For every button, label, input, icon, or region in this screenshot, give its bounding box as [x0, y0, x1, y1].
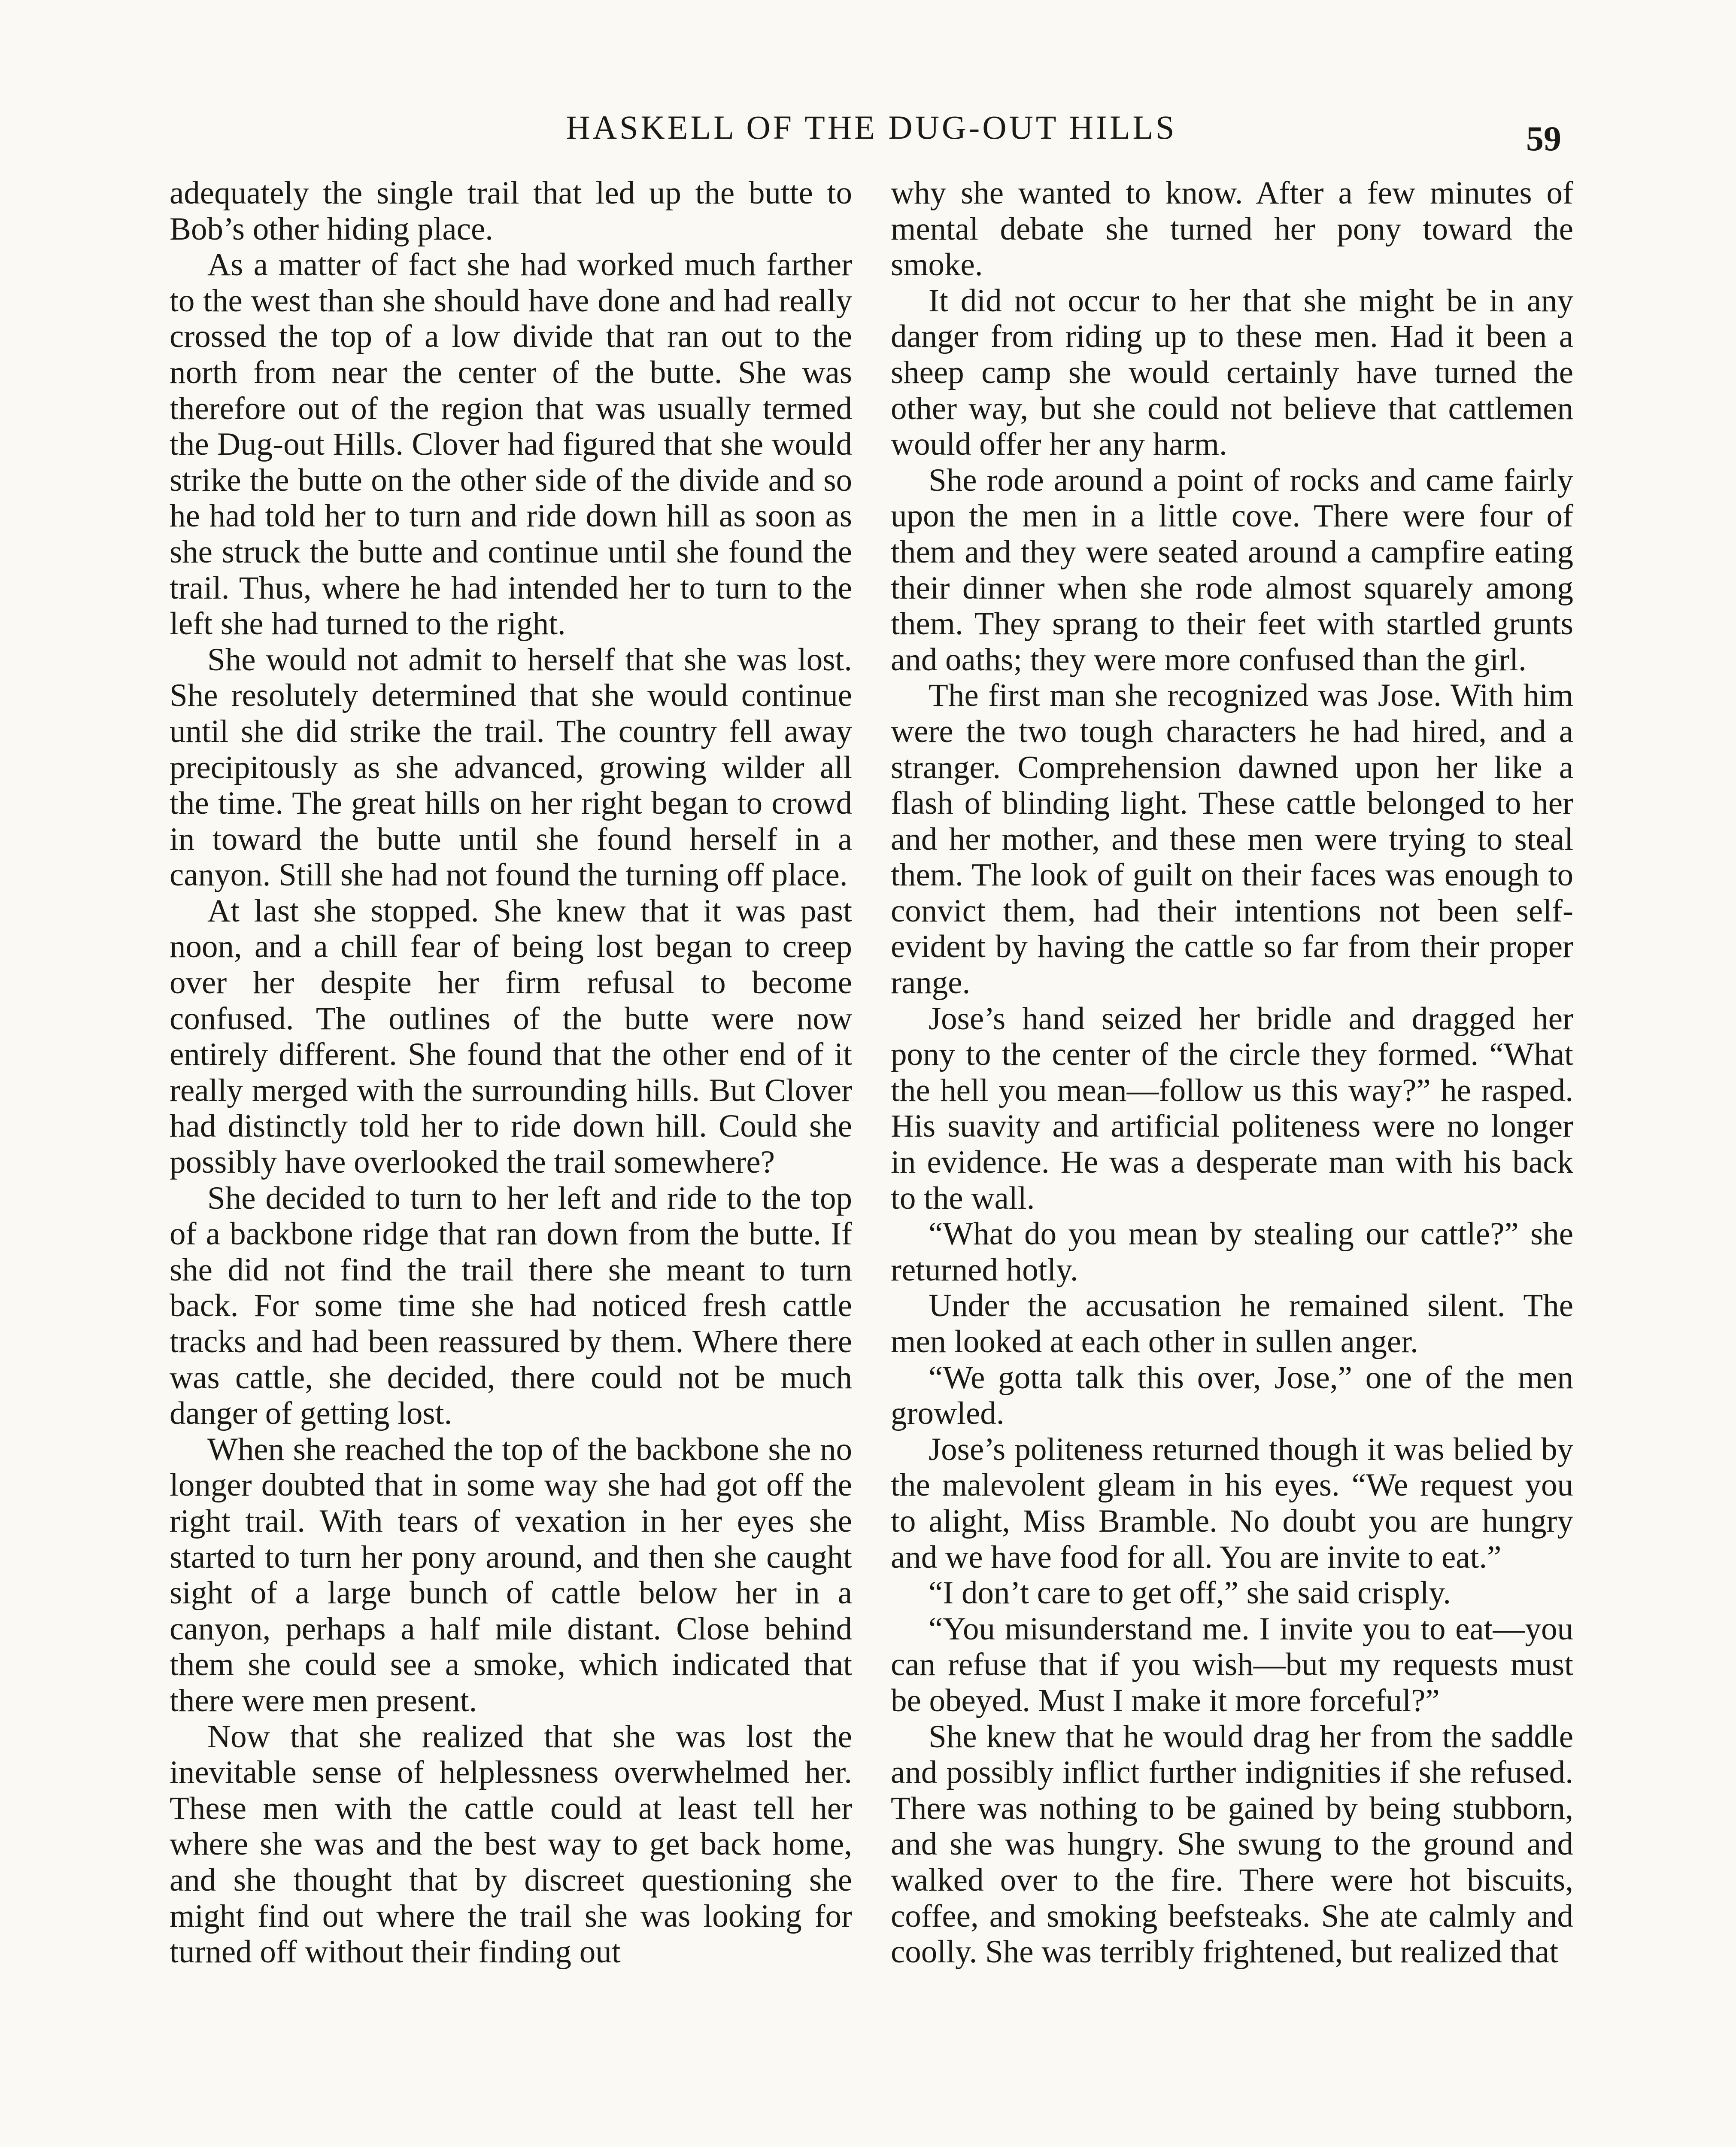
paragraph: “I don’t care to get off,” she said crisply.: [929, 1575, 1451, 1611]
paragraph: At last she stopped. She knew that it was past noon, and a chill fear of being lost began to creep over her despite her firm refusal to become confused. The outlines of the butte were now entirely different. She found that the other end of it really merged with the surrounding hills. But Clover had distinctly told her to ride down hill. Could she possibly have overlooked the trail somewhere?: [170, 893, 852, 1180]
paragraph: As a matter of fact she had worked much farther to the west than she should have done and had really crossed the top of a low divide that ran out to the north from near the center of the butte. She was therefore out of the region that was usually termed the Dug-out Hills. Clover had figured that she would strike the butte on the other side of the divide and so he had told her to turn and ride down hill as soon as she struck the butte and continue until she found the trail. Thus, where he had intended her to turn to the left she had turned to the right.: [170, 247, 852, 642]
paragraph: She rode around a point of rocks and came fairly upon the men in a little cove. There were four of them and they were seated around a campfire eating their dinner when she rode almost squarely among them. They sprang to their feet with startled grunts and oaths; they were more confused than the girl.: [891, 462, 1573, 678]
paragraph: She knew that he would drag her from the saddle and possibly inflict further indignities if she refused. There was nothing to be gained by being stubborn, and she was hungry. She swung to the ground and walked over to the fire. There were hot biscuits, coffee, and smoking beefsteaks. She ate calmly and coolly. She was terribly frightened, but realized that: [891, 1718, 1573, 1970]
paragraph: “What do you mean by stealing our cattle?” she returned hotly.: [891, 1216, 1573, 1288]
paragraph: It did not occur to her that she might be in any danger from riding up to these men. Had it been a sheep camp she would certainly have turned the other way, but she could not believe that cattlemen would offer her any harm.: [891, 283, 1573, 462]
right-column: [891, 175, 1573, 1970]
left-column: [170, 175, 852, 1970]
paragraph: She decided to turn to her left and ride to the top of a backbone ridge that ran down from the butte. If she did not find the trail there she meant to turn back. For some time she had noticed fresh cattle tracks and had been reassured by them. Where there was cattle, she decided, there could not be much danger of getting lost.: [170, 1180, 852, 1432]
paragraph: When she reached the top of the backbone she no longer doubted that in some way she had got off the right trail. With tears of vexation in her eyes she started to turn her pony around, and then she caught sight of a large bunch of cattle below her in a canyon, perhaps a half mile distant. Close behind them she could see a smoke, which indicated that there were men present.: [170, 1431, 852, 1718]
paragraph: Jose’s hand seized her bridle and dragged her pony to the center of the circle they formed. “What the hell you mean—follow us this way?” he rasped. His suavity and artificial politeness were no longer in evidence. He was a desperate man with his back to the wall.: [891, 1001, 1573, 1216]
paragraph: “You misunderstand me. I invite you to eat—you can refuse that if you wish—but my requests must be obeyed. Must I make it more forceful?”: [891, 1611, 1573, 1718]
paragraph: “We gotta talk this over, Jose,” one of the men growled.: [891, 1359, 1573, 1432]
page-number: 59: [1526, 119, 1561, 158]
paragraph: Now that she realized that she was lost the inevitable sense of helplessness overwhelmed her. These men with the cattle could at least tell her where she was and the best way to get back home, and she thought that by discreet questioning she might find out where the trail she was looking for turned off without their finding out: [170, 1718, 852, 1970]
running-head: HASKELL OF THE DUG-OUT HILLS: [566, 109, 1177, 146]
paragraph: The first man she recognized was Jose. With him were the two tough characters he had hired, and a stranger. Comprehension dawned upon her like a flash of blinding light. These cattle belonged to her and her mother, and these men were trying to steal them. The look of guilt on their faces was enough to convict them, had their intentions not been self-evident by having the cattle so far from their proper range.: [891, 678, 1573, 1001]
paragraph: why she wanted to know. After a few minutes of mental debate she turned her pony toward the smoke.: [891, 175, 1573, 283]
paragraph: She would not admit to herself that she was lost. She resolutely determined that she would continue until she did strike the trail. The country fell away precipitously as she advanced, growing wilder all the time. The great hills on her right began to crowd in toward the butte until she found herself in a canyon. Still she had not found the turning off place.: [170, 642, 852, 893]
paragraph: Jose’s politeness returned though it was belied by the malevolent gleam in his eyes. “We request you to alight, Miss Bramble. No doubt you are hungry and we have food for all. You are invite to eat.”: [891, 1431, 1573, 1575]
paragraph: Under the accusation he remained silent. The men looked at each other in sullen anger.: [891, 1288, 1573, 1359]
paragraph: adequately the single trail that led up the butte to Bob’s other hiding place.: [170, 175, 852, 247]
